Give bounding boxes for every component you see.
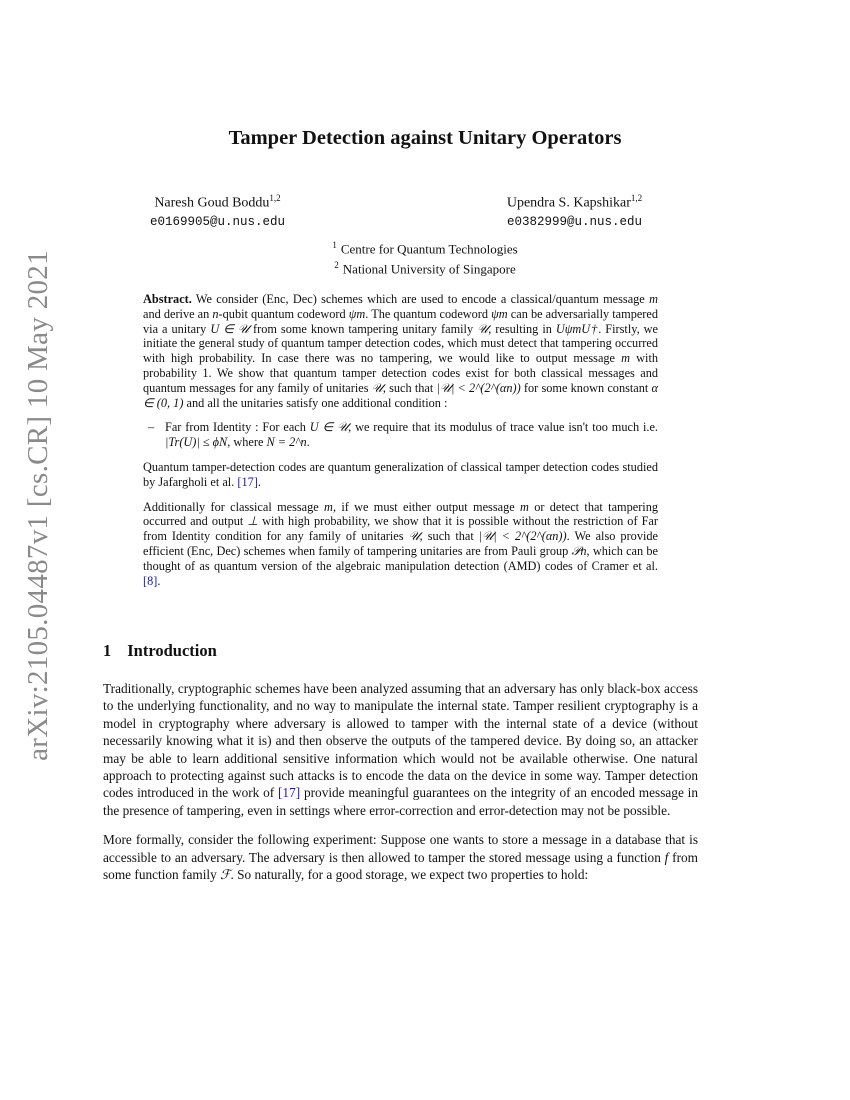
author-1 (140, 193, 295, 229)
abstract-condition-list (143, 420, 658, 450)
affiliation-1: $^1$ Centre for Quantum Technologies (332, 240, 518, 257)
abstract-paragraph-3: Additionally for classical message m, if we must either output message m or detect that tampering occurred and output ⊥ with high probability, we show that it is possible without the restriction of Far from Identity condition for any family of unitaries 𝒰, such that |𝒰| < 2^(2^(αn)). We also provide efficient (Enc, Dec) schemes when family of tampering unitaries are from Pauli group 𝒫n, which can be thought of as quantum version of the algebraic manipulation detection (AMD) codes of Cramer et al. [8]. (143, 499, 659, 588)
arxiv-stamp (8, 249, 68, 761)
author-2-marks: 1,2 (630, 193, 643, 203)
affiliations (0, 237, 850, 278)
intro-paragraph-1: Traditionally, cryptographic schemes have been analyzed assuming that an adversary has only black-box access to the underlying functionality, and no way to manipulate the internal state. Tamper resilient cryptography is a model in cryptography where adversary is allowed to tamper with the internal state of a device (without necessarily knowing what it is) and then observe the outputs of the tampered device. By doing so, an attacker may be able to learn additional sensitive information which would not be available otherwise. One natural approach to protecting against such attacks is to encode the data on the device in some way. Tamper detection codes introduced in the work of [17] provide meaningful guarantees on the integrity of an encoded message in the presence of tampering, even in settings where error-correction and error-detection may not be possible. (103, 681, 699, 818)
paper-title: Tamper Detection against Unitary Operators (228, 127, 622, 149)
abstract-label: Abstract. (143, 292, 192, 306)
author-2-email[interactable]: e0382999@u.nus.edu (506, 214, 643, 229)
citation-link[interactable]: [17] (278, 785, 301, 801)
abstract-paragraph-2: Quantum tamper-detection codes are quantum generalization of classical tamper detection codes studied by Jafargholi et al. [17]. (143, 459, 658, 489)
section-title: Introduction (127, 641, 217, 660)
section-number: 1 (103, 641, 112, 660)
arxiv-stamp-text: arXiv:2105.04487v1 [cs.CR] 10 May 2021 (21, 249, 54, 761)
author-1-name: Naresh Goud Boddu (154, 195, 270, 211)
citation-link[interactable]: [8] (143, 573, 158, 588)
intro-paragraph-2: More formally, consider the following experiment: Suppose one wants to store a message in a database that is accessible to an adversary. The adversary is then allowed to tamper the stored message using a function f from some function family ℱ. So naturally, for a good storage, we expect two properties to hold: (103, 832, 699, 883)
author-1-marks: 1,2 (269, 193, 281, 203)
citation-link[interactable]: [17] (237, 474, 258, 489)
author-1-email[interactable]: e0169905@u.nus.edu (149, 214, 286, 229)
introduction-body (103, 680, 698, 895)
abstract-paragraph-1: Abstract. We consider (Enc, Dec) schemes which are used to encode a classical/quantum message m and derive an n-qubit quantum codeword ψm. The quantum codeword ψm can be adversarially tampered via a unitary U ∈ 𝒰 from some known tampering unitary family 𝒰, resulting in UψmU†. Firstly, we initiate the general study of quantum tamper detection codes, which must detect that tampering occurred with high probability. In case there was no tampering, we would like to output message m with probability 1. We show that quantum tamper detection codes exist for both classical messages and quantum messages for any family of unitaries 𝒰, such that |𝒰| < 2^(2^(αn)) for some known constant α ∈ (0, 1) and all the unitaries satisfy one additional condition : (143, 292, 659, 410)
list-item: – Far from Identity : For each U ∈ 𝒰, we require that its modulus of trace value isn't too much i.e. |Tr(U)| ≤ ϕN, where N = 2^n. (148, 420, 658, 450)
section-heading-introduction (103, 641, 217, 661)
abstract (143, 292, 658, 598)
author-2-name: Upendra S. Kapshikar (506, 195, 631, 211)
author-2 (497, 193, 652, 229)
affiliation-2: $^2$ National University of Singapore (334, 260, 516, 277)
